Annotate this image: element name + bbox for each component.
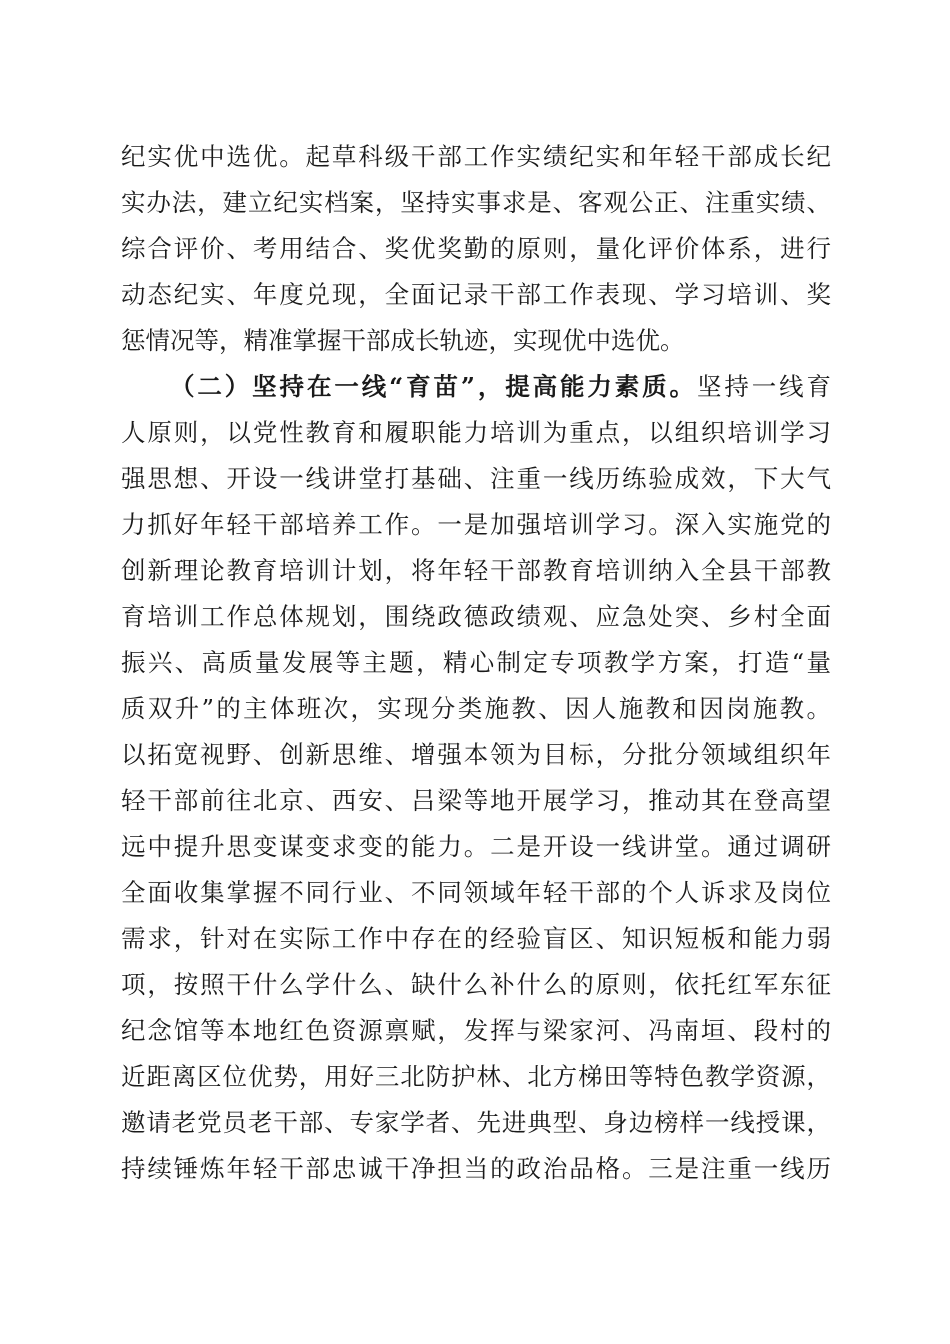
paragraph-line: 动态纪实、年度兑现，全面记录干部工作表现、学习培训、奖 [121,280,831,309]
section-heading: （二）坚持在一线“育苗”，提高能力素质。 [170,372,697,401]
paragraph-line: 纪实优中选优。起草科级干部工作实绩纪实和年轻干部成长纪 [121,142,831,171]
section-first-rest: 坚持一线育 [696,372,832,401]
paragraph-line: 远中提升思变谋变求变的能力。二是开设一线讲堂。通过调研 [121,832,831,861]
paragraph-line: 力抓好年轻干部培养工作。一是加强培训学习。深入实施党的 [121,510,831,539]
paragraph-line: 需求，针对在实际工作中存在的经验盲区、知识短板和能力弱 [121,924,831,953]
paragraph-line: 以拓宽视野、创新思维、增强本领为目标，分批分领域组织年 [121,740,831,769]
paragraph-line: 质双升”的主体班次，实现分类施教、因人施教和因岗施教。 [121,694,831,723]
paragraph-line: 持续锤炼年轻干部忠诚干净担当的政治品格。三是注重一线历 [121,1154,831,1183]
paragraph-line: 综合评价、考用结合、奖优奖勤的原则，量化评价体系，进行 [121,234,831,263]
paragraph-line: 人原则，以党性教育和履职能力培训为重点，以组织培训学习 [121,418,831,447]
paragraph-line: 创新理论教育培训计划，将年轻干部教育培训纳入全县干部教 [121,556,831,585]
paragraph-line: 纪念馆等本地红色资源禀赋，发挥与梁家河、冯南垣、段村的 [121,1016,831,1045]
paragraph-line: 项，按照干什么学什么、缺什么补什么的原则，依托红军东征 [121,970,831,999]
paragraph-line: 强思想、开设一线讲堂打基础、注重一线历练验成效，下大气 [121,464,831,493]
paragraph-line: 近距离区位优势，用好三北防护林、北方梯田等特色教学资源， [121,1062,831,1091]
section-first-line [170,367,831,407]
paragraph-line: 育培训工作总体规划，围绕政德政绩观、应急处突、乡村全面 [121,602,831,631]
paragraph-line: 振兴、高质量发展等主题，精心制定专项教学方案，打造“量 [121,648,831,677]
paragraph-line: 全面收集掌握不同行业、不同领域年轻干部的个人诉求及岗位 [121,878,831,907]
paragraph-line: 实办法，建立纪实档案，坚持实事求是、客观公正、注重实绩、 [121,188,831,217]
paragraph-line: 惩情况等，精准掌握干部成长轨迹，实现优中选优。 [121,326,685,355]
paragraph-line: 邀请老党员老干部、专家学者、先进典型、身边榜样一线授课， [121,1108,831,1137]
paragraph-line: 轻干部前往北京、西安、吕梁等地开展学习，推动其在登高望 [121,786,831,815]
